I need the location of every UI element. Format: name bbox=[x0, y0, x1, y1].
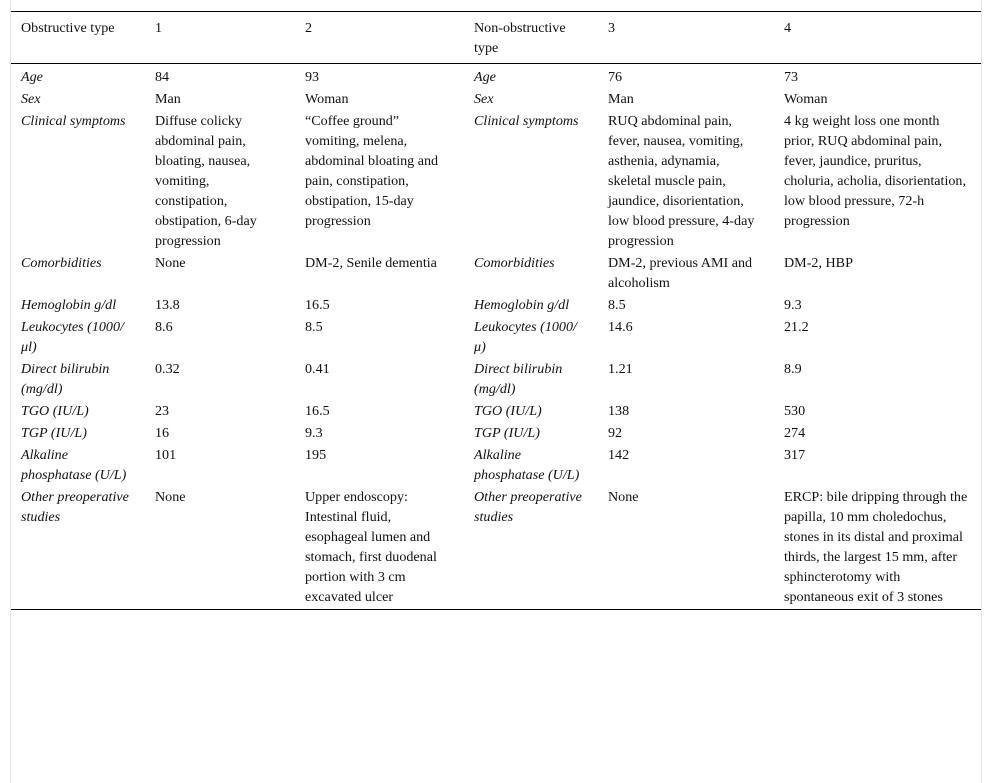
row-label: Alkaline phosphatase (U/L) bbox=[474, 447, 580, 483]
cell: 21.2 bbox=[784, 319, 809, 335]
header-non-obstructive-type: Non-obstructive type bbox=[474, 20, 566, 56]
cell: DM-2, Senile dementia bbox=[305, 255, 437, 271]
cell: 9.3 bbox=[784, 297, 802, 313]
cell: 0.41 bbox=[305, 361, 330, 377]
cell: 84 bbox=[155, 69, 170, 85]
cell: 274 bbox=[784, 425, 806, 441]
cell: Diffuse colicky abdominal pain, bloating, nausea, vomiting, constipation, obstipation, 6-day progression bbox=[155, 113, 257, 249]
row-label: Sex bbox=[474, 91, 494, 107]
row-label: Other preoperative studies bbox=[474, 489, 582, 525]
row-label: Leukocytes (1000/μ) bbox=[474, 319, 577, 355]
cell: 23 bbox=[155, 403, 170, 419]
row-label: TGP (IU/L) bbox=[474, 425, 540, 441]
cell: 14.6 bbox=[608, 319, 633, 335]
row-label: Age bbox=[474, 69, 496, 85]
row-label: Clinical symptoms bbox=[21, 113, 126, 129]
cell: “Coffee ground” vomiting, melena, abdominal bloating and pain, constipation, obstipation, 15-day progression bbox=[305, 113, 439, 229]
table-body bbox=[11, 64, 981, 610]
header-case-2: 2 bbox=[305, 20, 313, 36]
cell: RUQ abdominal pain, fever, nausea, vomiting, asthenia, adynamia, skeletal muscle pain, jaundice, disorientation, low blood pressure, 4-day progression bbox=[608, 113, 755, 249]
cell: ERCP: bile dripping through the papilla, 10 mm choledochus, stones in its distal and proximal thirds, the largest 15 mm, after sphincterotomy with spontaneous exit of 3 stones bbox=[784, 489, 968, 605]
table-row-leukocytes bbox=[11, 316, 981, 358]
header-obstructive-type: Obstructive type bbox=[21, 20, 115, 36]
row-label: Comorbidities bbox=[21, 255, 102, 271]
cell: 93 bbox=[305, 69, 320, 85]
row-label: TGO (IU/L) bbox=[21, 403, 89, 419]
cell: 8.6 bbox=[155, 319, 173, 335]
table-row-direct-bilirubin bbox=[11, 358, 981, 400]
table-header bbox=[11, 12, 981, 64]
table-row-comorbidities bbox=[11, 252, 981, 294]
cell: Woman bbox=[784, 91, 828, 107]
header-row bbox=[11, 12, 981, 64]
table-row-tgp bbox=[11, 422, 981, 444]
row-label: Alkaline phosphatase (U/L) bbox=[21, 447, 127, 483]
table-row-sex bbox=[11, 88, 981, 110]
table-row-age bbox=[11, 64, 981, 89]
cell: 13.8 bbox=[155, 297, 180, 313]
cell: Man bbox=[608, 91, 634, 107]
cell: DM-2, HBP bbox=[784, 255, 853, 271]
row-label: Clinical symptoms bbox=[474, 113, 579, 129]
row-label: Other preoperative studies bbox=[21, 489, 129, 525]
cell: 92 bbox=[608, 425, 623, 441]
cell: 8.5 bbox=[305, 319, 323, 335]
cell: 195 bbox=[305, 447, 327, 463]
cell: 16.5 bbox=[305, 403, 330, 419]
row-label: TGP (IU/L) bbox=[21, 425, 87, 441]
cell: DM-2, previous AMI and alcoholism bbox=[608, 255, 753, 291]
row-label: Age bbox=[21, 69, 43, 85]
cell: 138 bbox=[608, 403, 630, 419]
cell: 8.5 bbox=[608, 297, 626, 313]
row-label: Comorbidities bbox=[474, 255, 555, 271]
row-label: TGO (IU/L) bbox=[474, 403, 542, 419]
row-label: Hemoglobin g/dl bbox=[21, 297, 117, 313]
cell: 317 bbox=[784, 447, 806, 463]
cell: 73 bbox=[784, 69, 799, 85]
table-row-other-preoperative-studies bbox=[11, 486, 981, 610]
cell: 101 bbox=[155, 447, 177, 463]
cell: 1.21 bbox=[608, 361, 633, 377]
row-label: Hemoglobin g/dl bbox=[474, 297, 570, 313]
case-comparison-table bbox=[11, 11, 981, 610]
cell: 8.9 bbox=[784, 361, 802, 377]
cell: 4 kg weight loss one month prior, RUQ abdominal pain, fever, jaundice, pruritus, choluria, acholia, disorientation, low blood pressure, 72-h progression bbox=[784, 113, 966, 229]
cell: 76 bbox=[608, 69, 623, 85]
header-case-1: 1 bbox=[155, 20, 163, 36]
cell: Man bbox=[155, 91, 181, 107]
table-row-hemoglobin bbox=[11, 294, 981, 316]
row-label: Direct bilirubin (mg/dl) bbox=[21, 361, 110, 397]
table-row-clinical-symptoms bbox=[11, 110, 981, 252]
cell: Upper endoscopy: Intestinal fluid, esophageal lumen and stomach, first duodenal portion with 3 cm excavated ulcer bbox=[305, 489, 437, 605]
row-label: Direct bilirubin (mg/dl) bbox=[474, 361, 563, 397]
cell: 142 bbox=[608, 447, 630, 463]
cell: None bbox=[155, 255, 186, 271]
table-row-alkaline-phosphatase bbox=[11, 444, 981, 486]
header-case-3: 3 bbox=[608, 20, 616, 36]
cell: 9.3 bbox=[305, 425, 323, 441]
header-case-4: 4 bbox=[784, 20, 792, 36]
cell: 16.5 bbox=[305, 297, 330, 313]
row-label: Leukocytes (1000/μl) bbox=[21, 319, 124, 355]
cell: 0.32 bbox=[155, 361, 180, 377]
cell: None bbox=[608, 489, 639, 505]
cell: 530 bbox=[784, 403, 806, 419]
cell: None bbox=[155, 489, 186, 505]
cell: Woman bbox=[305, 91, 349, 107]
table-row-tgo bbox=[11, 400, 981, 422]
row-label: Sex bbox=[21, 91, 41, 107]
cell: 16 bbox=[155, 425, 170, 441]
